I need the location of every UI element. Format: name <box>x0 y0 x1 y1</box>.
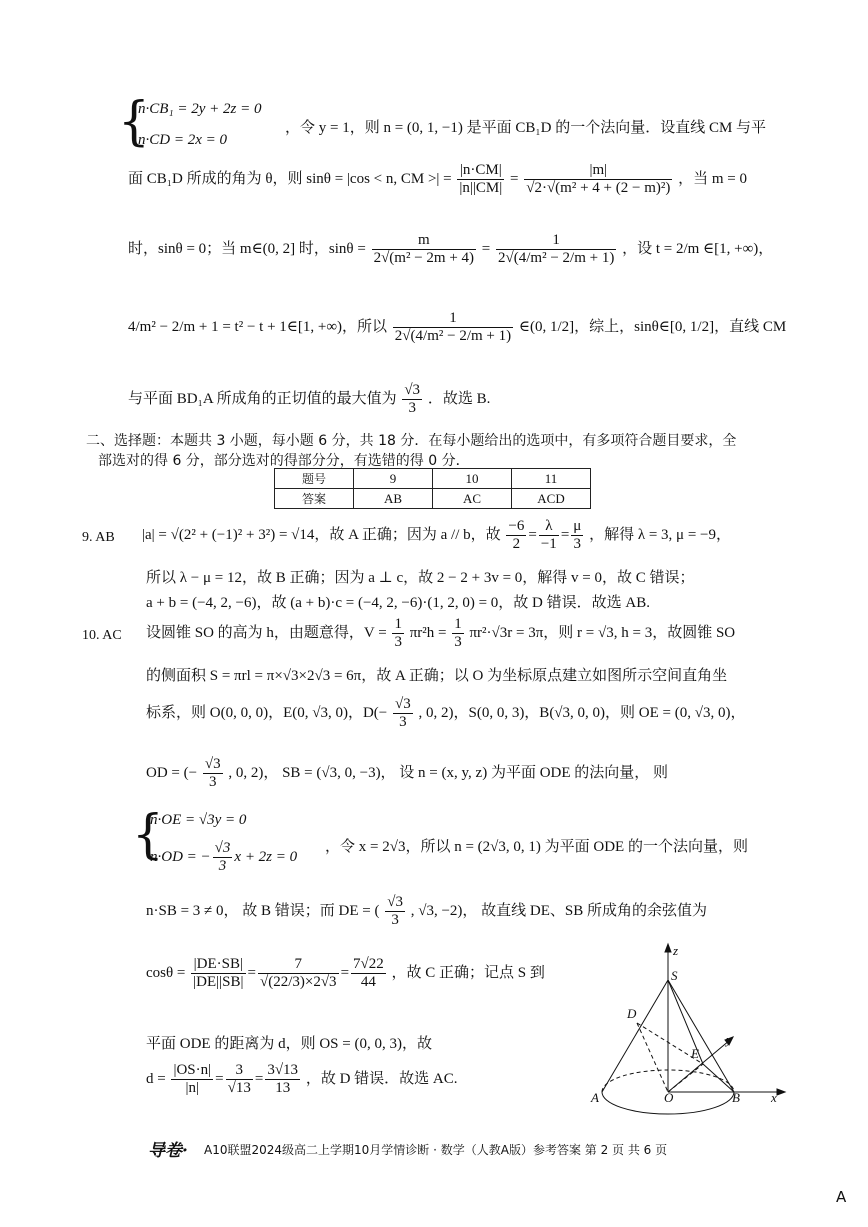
denominator: 3 <box>218 858 227 875</box>
text-line: ，令 y = 1，则 n = (0, 1, −1) 是平面 CB₁D 的一个法向量．设直线 CM 与平 <box>285 120 767 136</box>
denominator: |DE||SB| <box>193 974 244 991</box>
text-segment: πr²h = <box>409 625 447 642</box>
system-eq-2: n·CD = 2x = 0 <box>138 132 227 148</box>
label-z: z <box>673 943 679 958</box>
numerator: |n·CM| <box>457 162 504 180</box>
denominator: |n||CM| <box>459 180 503 197</box>
table-row <box>275 469 591 489</box>
denominator: 13 <box>275 1080 291 1097</box>
text-segment: ，解得 λ = 3, μ = −9， <box>589 527 732 544</box>
table-cell: 题号 <box>275 469 354 489</box>
system-brace-1: { <box>118 90 150 152</box>
fraction <box>393 696 413 732</box>
numerator: √3 <box>393 696 413 714</box>
text-line <box>146 894 707 930</box>
segment-EB <box>703 1064 734 1092</box>
label-E: E <box>691 1046 699 1061</box>
fraction <box>539 518 559 554</box>
text-segment: x + 2z = 0 <box>234 849 298 866</box>
table-cell: ACD <box>512 489 591 509</box>
table-cell: 9 <box>354 469 433 489</box>
text-segment: n·OD = − <box>150 849 211 866</box>
text-segment: πr²·√3r = 3π，则 r = √3, h = 3，故圆锥 SO <box>469 625 736 642</box>
brand-logo: 导卷· <box>148 1141 188 1161</box>
text-line <box>146 616 735 652</box>
system-brace-2: { <box>132 803 164 865</box>
table-cell: 11 <box>512 469 591 489</box>
fraction <box>258 956 339 992</box>
corner-mark: A <box>836 1188 847 1206</box>
denominator: √(22/3)×2√3 <box>259 974 337 991</box>
text-segment: , 0, 2)， SB = (√3, 0, −3)， 设 n = (x, y, z) 为平面 ODE 的法向量， 则 <box>228 765 669 782</box>
denominator: 3 <box>208 774 217 791</box>
section-heading: 二、选择题：本题共 3 小题，每小题 6 分，共 18 分．在每小题给出的选项中，有多项符合题目要求，全 <box>86 433 737 449</box>
fraction <box>457 162 504 198</box>
text-segment: 时，sinθ = 0；当 m∈(0, 2] 时，sinθ = <box>128 241 366 258</box>
text-segment: 面 CB₁D 所成的角为 θ，则 sinθ = |cos < n, CM >| = <box>128 171 452 188</box>
numerator: |DE·SB| <box>191 956 245 974</box>
text-line: 所以 λ − μ = 12，故 B 正确；因为 a ⊥ c，故 2 − 2 + 3v = 0，解得 v = 0，故 C 错误； <box>146 570 695 586</box>
text-segment: 设圆锥 SO 的高为 h，由题意得，V = <box>146 625 387 642</box>
fraction <box>226 1062 253 1098</box>
numerator: |OS·n| <box>171 1062 213 1080</box>
label-D: D <box>627 1006 637 1021</box>
text-segment: ∈(0, 1/2]，综上，sinθ∈[0, 1/2]，直线 CM <box>518 319 787 336</box>
text-line: d = $\frac{|OS\cdot n|}{|n|}$ = $\frac{3}{√13}$ = $\frac{3√13}{13}$ ，故 D 错误．故选 AC. <box>146 1062 458 1097</box>
cone-figure <box>585 940 795 1115</box>
cone-edge-right <box>668 980 734 1092</box>
fraction <box>506 518 526 554</box>
fraction <box>191 956 245 992</box>
denominator: −1 <box>540 536 557 553</box>
question-number: 9. AB <box>82 530 115 545</box>
denominator: 3 <box>394 634 402 651</box>
numerator: m <box>372 232 476 250</box>
numerator: √3 <box>203 756 223 774</box>
text-line: 时，sinθ = 0；当 m∈(0, 2] 时，sinθ = $\frac{m}{\text{2√(m² − 2m + 4)}}$ = $\frac{1}{\text{2√(4/m² − 2/m + 1)}}$ ，设 t = 2/m ∈[1, +∞)， <box>128 232 774 267</box>
numerator: 7 <box>258 956 339 974</box>
text-segment: n·SB = 3 ≠ 0， 故 B 错误；而 DE = ( <box>146 903 380 920</box>
text-line: a + b = (−4, 2, −6)，故 (a + b)·c = (−4, 2, −6)·(1, 2, 0) = 0，故 D 错误．故选 AB. <box>146 595 650 611</box>
z-arrow <box>665 944 671 952</box>
numerator: 1 <box>452 616 464 634</box>
table-cell: AC <box>433 489 512 509</box>
numerator: √3 <box>402 382 422 400</box>
text-line <box>128 310 786 346</box>
fraction <box>402 382 422 418</box>
numerator: |m| <box>524 162 672 180</box>
label-A: A <box>591 1090 599 1105</box>
text-segment: ，故 C 正确；记点 S 到 <box>391 965 545 982</box>
text-line: 平面 ODE 的距离为 d，则 OS = (0, 0, 3)，故 <box>146 1036 432 1052</box>
text-segment: 4/m² − 2/m + 1 = t² − t + 1∈[1, +∞)，所以 <box>128 319 388 336</box>
denominator: |n| <box>185 1080 200 1097</box>
text-line: cosθ = $\frac{|DE\cdot SB|}{|DE||SB|}$ = $\frac{7}{√(22/3)\times 2√3}$ = $\frac{7√22}{44}$ ，故 C 正确；记点 S 到 <box>146 956 545 991</box>
text-line: 面 CB₁D 所成的角为 θ，则 sinθ = |cos < n, CM >| = $\frac{|n\cdot CM|}{|n||CM|}$ = $\frac{|m|}{\text{√2·√(m² + 4 + (2 − m)²)}}$ ，当 m = 0 <box>128 162 748 197</box>
section-heading: 部选对的得 6 分，部分选对的得部分分，有选错的得 0 分． <box>98 453 470 469</box>
x-arrow <box>777 1089 785 1095</box>
text-segment: , √3, −2)， 故直线 DE、SB 所成角的余弦值为 <box>410 903 708 920</box>
fraction <box>571 518 583 554</box>
text-segment: ，设 t = 2/m ∈[1, +∞)， <box>622 241 774 258</box>
fraction <box>524 162 672 198</box>
numerator: λ <box>539 518 559 536</box>
numerator: −6 <box>506 518 526 536</box>
denominator: 2√(4/m² − 2/m + 1) <box>498 250 615 267</box>
fraction <box>171 1062 213 1098</box>
numerator: 3 <box>226 1062 253 1080</box>
system-eq-1: n·OE = √3y = 0 <box>150 812 247 828</box>
answer-table <box>274 468 591 509</box>
page-footer: A10联盟2024级高二上学期10月学情诊断 · 数学（人教A版）参考答案 第 2 页 共 6 页 <box>204 1143 668 1157</box>
label-O: O <box>664 1090 674 1105</box>
system-eq-1: n·CB₁ = 2y + 2z = 0 <box>138 101 262 117</box>
denominator: 2√(m² − 2m + 4) <box>373 250 475 267</box>
text-segment: 标系，则 O(0, 0, 0)，E(0, √3, 0)，D(− <box>146 705 388 722</box>
denominator: 3 <box>408 400 416 417</box>
question-number: 10. AC <box>82 628 122 643</box>
numerator: μ <box>571 518 583 536</box>
table-row <box>275 489 591 509</box>
numerator: 3√13 <box>265 1062 300 1080</box>
table-cell: 答案 <box>275 489 354 509</box>
denominator: 3 <box>391 912 399 929</box>
text-line <box>146 696 745 732</box>
numerator: 1 <box>496 232 616 250</box>
text-segment: ，故 D 错误．故选 AC. <box>305 1071 458 1088</box>
denominator: √13 <box>227 1080 251 1097</box>
denominator: 3 <box>399 714 407 731</box>
y-axis <box>668 1040 730 1092</box>
denominator: √2·√(m² + 4 + (2 − m)²) <box>526 180 671 197</box>
label-y: y <box>726 1032 732 1047</box>
fraction <box>351 956 386 992</box>
text-line: ，令 x = 2√3，所以 n = (2√3, 0, 1) 为平面 ODE 的一个法向量，则 <box>325 839 748 855</box>
text-line <box>146 756 668 792</box>
text-segment: , 0, 2)，S(0, 0, 3)，B(√3, 0, 0)，则 OE = (0, √3, 0)， <box>418 705 746 722</box>
fraction <box>265 1062 300 1098</box>
text-segment: cosθ = <box>146 965 186 982</box>
text-segment: ，当 m = 0 <box>678 171 748 188</box>
text-segment: |a| = √(2² + (−1)² + 3²) = √14，故 A 正确；因为 a // b，故 <box>142 527 501 544</box>
segment-DO <box>637 1023 668 1092</box>
denominator: 2 <box>512 536 521 553</box>
system-eq-2 <box>150 840 297 876</box>
fraction <box>393 310 513 346</box>
text-segment: ．故选 B. <box>427 391 491 408</box>
fraction <box>372 232 476 268</box>
label-x: x <box>771 1090 777 1105</box>
denominator: 2√(4/m² − 2/m + 1) <box>394 328 512 345</box>
label-B: B <box>732 1090 740 1105</box>
table-cell: AB <box>354 489 433 509</box>
denominator: 44 <box>360 974 376 991</box>
fraction <box>392 616 404 652</box>
numerator: √3 <box>385 894 405 912</box>
text-segment: 与平面 BD₁A 所成角的正切值的最大值为 <box>128 391 397 408</box>
text-line: 的侧面积 S = πrl = π×√3×2√3 = 6π，故 A 正确；以 O 为坐标原点建立如图所示空间直角坐 <box>146 668 728 684</box>
fraction <box>452 616 464 652</box>
fraction <box>203 756 223 792</box>
denominator: 3 <box>454 634 462 651</box>
numerator: 1 <box>393 310 513 328</box>
numerator: 1 <box>392 616 404 634</box>
numerator: 7√22 <box>351 956 386 974</box>
table-cell: 10 <box>433 469 512 489</box>
text-segment: OD = (− <box>146 765 198 782</box>
denominator: 3 <box>573 536 582 553</box>
text-line <box>128 382 490 418</box>
text-segment: d = <box>146 1071 166 1088</box>
numerator: √3 <box>213 840 233 858</box>
fraction <box>496 232 616 268</box>
fraction <box>213 840 233 876</box>
text-line: |a| = √(2² + (−1)² + 3²) = √14，故 A 正确；因为 a // b，故 $\frac{-6}{2}$ = $\frac{\lambda}{-1}$ = $\frac{\mu}{3}$ ，解得 λ = 3, μ = −9， <box>142 518 732 553</box>
fraction <box>385 894 405 930</box>
label-S: S <box>671 968 678 983</box>
